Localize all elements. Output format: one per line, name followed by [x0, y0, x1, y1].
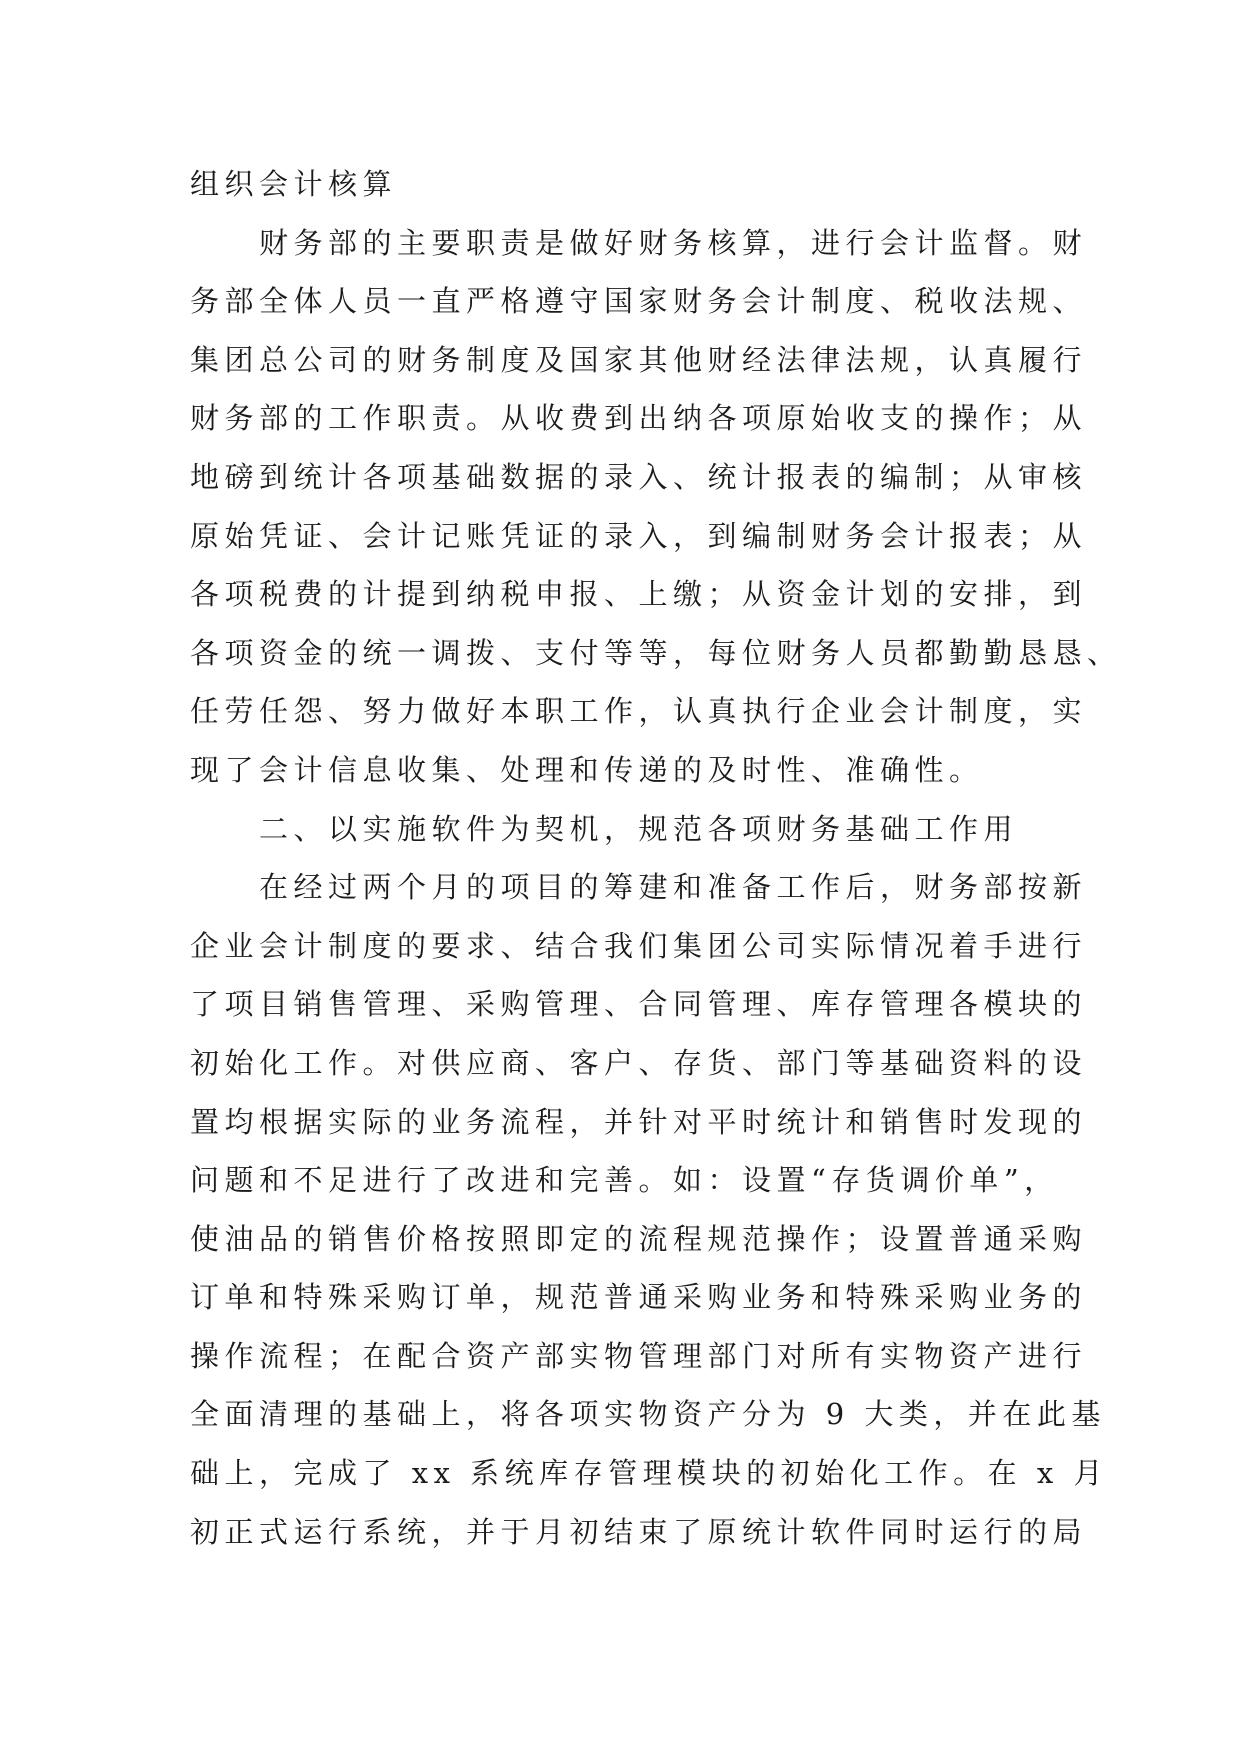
- text-line: 财务部的主要职责是做好财务核算，进行会计监督。财: [190, 225, 1088, 260]
- text-line: 现了会计信息收集、处理和传递的及时性、准确性。: [190, 752, 984, 787]
- text-line: 地磅到统计各项基础数据的录入、统计报表的编制；从审核: [190, 459, 1088, 494]
- text-line: 原始凭证、会计记账凭证的录入，到编制财务会计报表；从: [190, 518, 1088, 553]
- text-line: 初始化工作。对供应商、客户、存货、部门等基础资料的设: [190, 1045, 1088, 1080]
- text-line: 了项目销售管理、采购管理、合同管理、库存管理各模块的: [190, 987, 1088, 1022]
- section-heading: 组织会计核算: [190, 167, 398, 201]
- text-line: 初正式运行系统，并于月初结束了原统计软件同时运行的局: [190, 1514, 1088, 1549]
- text-line: 企业会计制度的要求、结合我们集团公司实际情况着手进行: [190, 928, 1088, 963]
- text-line: 全面清理的基础上，将各项实物资产分为 9 大类，并在此基: [190, 1397, 1106, 1432]
- text-line: 置均根据实际的业务流程，并针对平时统计和销售时发现的: [190, 1104, 1088, 1139]
- section-heading: 二、以实施软件为契机，规范各项财务基础工作用: [190, 811, 1019, 846]
- text-line: 集团总公司的财务制度及国家其他财经法律法规，认真履行: [190, 342, 1088, 377]
- text-line: 使油品的销售价格按照即定的流程规范操作；设置普通采购: [190, 1221, 1088, 1256]
- text-line: 在经过两个月的项目的筹建和准备工作后，财务部按新: [190, 870, 1088, 905]
- text-line: 础上，完成了 xx 系统库存管理模块的初始化工作。在 x 月: [190, 1456, 1108, 1491]
- text-line: 各项资金的统一调拨、支付等等，每位财务人员都勤勤恳恳、: [190, 635, 1122, 670]
- text-line: 各项税费的计提到纳税申报、上缴；从资金计划的安排，到: [190, 577, 1088, 612]
- document-body: [190, 155, 1122, 1561]
- text-line: 任劳任怨、努力做好本职工作，认真执行企业会计制度，实: [190, 694, 1088, 729]
- text-line: 问题和不足进行了改进和完善。如：设置“存货调价单”，: [190, 1163, 1059, 1198]
- text-line: 财务部的工作职责。从收费到出纳各项原始收支的操作；从: [190, 401, 1088, 436]
- text-line: 操作流程；在配合资产部实物管理部门对所有实物资产进行: [190, 1338, 1088, 1373]
- text-line: 务部全体人员一直严格遵守国家财务会计制度、税收法规、: [190, 284, 1088, 319]
- text-line: 订单和特殊采购订单，规范普通采购业务和特殊采购业务的: [190, 1280, 1088, 1315]
